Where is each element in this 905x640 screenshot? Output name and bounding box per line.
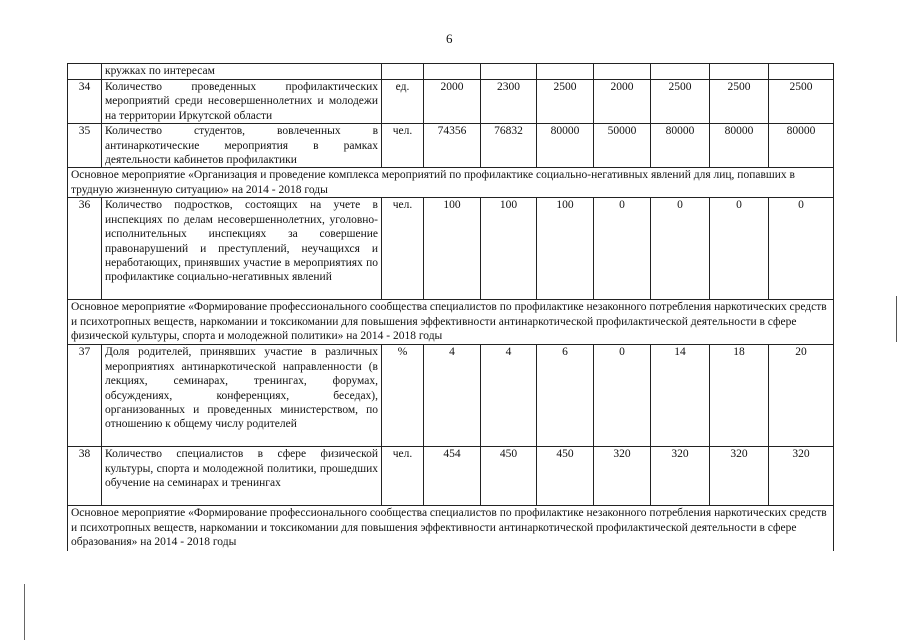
cell-value: 320 bbox=[651, 447, 710, 506]
indicators-table bbox=[67, 63, 834, 551]
scan-margin-mark bbox=[896, 296, 897, 342]
cell-description: кружках по интересам bbox=[102, 64, 382, 80]
cell-value: 14 bbox=[651, 345, 710, 447]
cell-no: 34 bbox=[68, 80, 102, 124]
section-title: Основное мероприятие «Формирование профессионального сообщества специалистов по профилактике незаконного потребления наркотических средств и психотропных веществ, наркомании и токсикомании для повышения эффективности антинаркотической профилактической деятельности в сфере физической культуры, спорта и молодежной политики» на 2014 - 2018 годы bbox=[68, 300, 834, 345]
cell-no bbox=[68, 64, 102, 80]
section-row bbox=[68, 168, 834, 198]
cell-value: 80000 bbox=[710, 124, 769, 168]
cell-value: 320 bbox=[594, 447, 651, 506]
cell-unit bbox=[382, 64, 424, 80]
cell-value bbox=[481, 64, 537, 80]
cell-no: 35 bbox=[68, 124, 102, 168]
cell-value: 20 bbox=[769, 345, 834, 447]
cell-value bbox=[537, 64, 594, 80]
table-row bbox=[68, 198, 834, 300]
cell-value: 2000 bbox=[424, 80, 481, 124]
cell-value: 320 bbox=[710, 447, 769, 506]
cell-value: 0 bbox=[594, 198, 651, 300]
cell-description: Количество студентов, вовлеченных в антинаркотические мероприятия в рамках деятельности кабинетов профилактики bbox=[102, 124, 382, 168]
cell-value bbox=[710, 64, 769, 80]
cell-value: 50000 bbox=[594, 124, 651, 168]
cell-unit: чел. bbox=[382, 447, 424, 506]
table-row bbox=[68, 345, 834, 447]
cell-value: 80000 bbox=[537, 124, 594, 168]
cell-value: 454 bbox=[424, 447, 481, 506]
cell-value: 0 bbox=[651, 198, 710, 300]
section-row bbox=[68, 506, 834, 551]
cell-no: 38 bbox=[68, 447, 102, 506]
cell-description: Количество подростков, состоящих на учете в инспекциях по делам несовершеннолетних, уголовно-исполнительных инспекциях за совершение правонарушений и преступлений, неучащихся и неработающих, принявших участие в мероприятиях по профилактике социально-негативных явлений bbox=[102, 198, 382, 300]
cell-unit: ед. bbox=[382, 80, 424, 124]
cell-value: 2500 bbox=[710, 80, 769, 124]
cell-value: 450 bbox=[481, 447, 537, 506]
cell-value: 100 bbox=[424, 198, 481, 300]
page-number: 6 bbox=[446, 31, 453, 46]
cell-value: 100 bbox=[537, 198, 594, 300]
cell-value: 2500 bbox=[537, 80, 594, 124]
scan-edge-mark bbox=[24, 584, 25, 640]
cell-description: Доля родителей, принявших участие в различных мероприятиях антинаркотической направленности (в лекциях, семинарах, тренингах, форумах, обсуждениях, конференциях, беседах), организованных и проведенных министерством, по отношению к общему числу родителей bbox=[102, 345, 382, 447]
table-row bbox=[68, 80, 834, 124]
cell-unit: чел. bbox=[382, 124, 424, 168]
section-title: Основное мероприятие «Организация и проведение комплекса мероприятий по профилактике социально-негативных явлений для лиц, попавших в трудную жизненную ситуацию» на 2014 - 2018 годы bbox=[68, 168, 834, 198]
cell-value: 4 bbox=[481, 345, 537, 447]
cell-value bbox=[424, 64, 481, 80]
section-row bbox=[68, 300, 834, 345]
table-row bbox=[68, 124, 834, 168]
section-title: Основное мероприятие «Формирование профессионального сообщества специалистов по профилактике незаконного потребления наркотических средств и психотропных веществ, наркомании и токсикомании для повышения эффективности антинаркотической профилактической деятельности в сфере образования» на 2014 - 2018 годы bbox=[68, 506, 834, 551]
cell-no: 37 bbox=[68, 345, 102, 447]
cell-value: 4 bbox=[424, 345, 481, 447]
cell-description: Количество проведенных профилактических мероприятий среди несовершеннолетних и молодежи на территории Иркутской области bbox=[102, 80, 382, 124]
cell-value: 2000 bbox=[594, 80, 651, 124]
cell-no: 36 bbox=[68, 198, 102, 300]
table-row bbox=[68, 447, 834, 506]
cell-value: 76832 bbox=[481, 124, 537, 168]
cell-value bbox=[769, 64, 834, 80]
cell-value: 74356 bbox=[424, 124, 481, 168]
cell-value bbox=[651, 64, 710, 80]
cell-value: 80000 bbox=[651, 124, 710, 168]
cell-value: 320 bbox=[769, 447, 834, 506]
cell-unit: чел. bbox=[382, 198, 424, 300]
cell-value: 0 bbox=[710, 198, 769, 300]
cell-value: 2300 bbox=[481, 80, 537, 124]
table-row-continuation bbox=[68, 64, 834, 80]
cell-value: 2500 bbox=[769, 80, 834, 124]
cell-value: 6 bbox=[537, 345, 594, 447]
cell-value: 2500 bbox=[651, 80, 710, 124]
cell-value: 80000 bbox=[769, 124, 834, 168]
cell-value: 450 bbox=[537, 447, 594, 506]
cell-value: 100 bbox=[481, 198, 537, 300]
cell-value: 18 bbox=[710, 345, 769, 447]
cell-value: 0 bbox=[594, 345, 651, 447]
cell-value bbox=[594, 64, 651, 80]
cell-description: Количество специалистов в сфере физической культуры, спорта и молодежной политики, прошедших обучение на семинарах и тренингах bbox=[102, 447, 382, 506]
cell-value: 0 bbox=[769, 198, 834, 300]
cell-unit: % bbox=[382, 345, 424, 447]
